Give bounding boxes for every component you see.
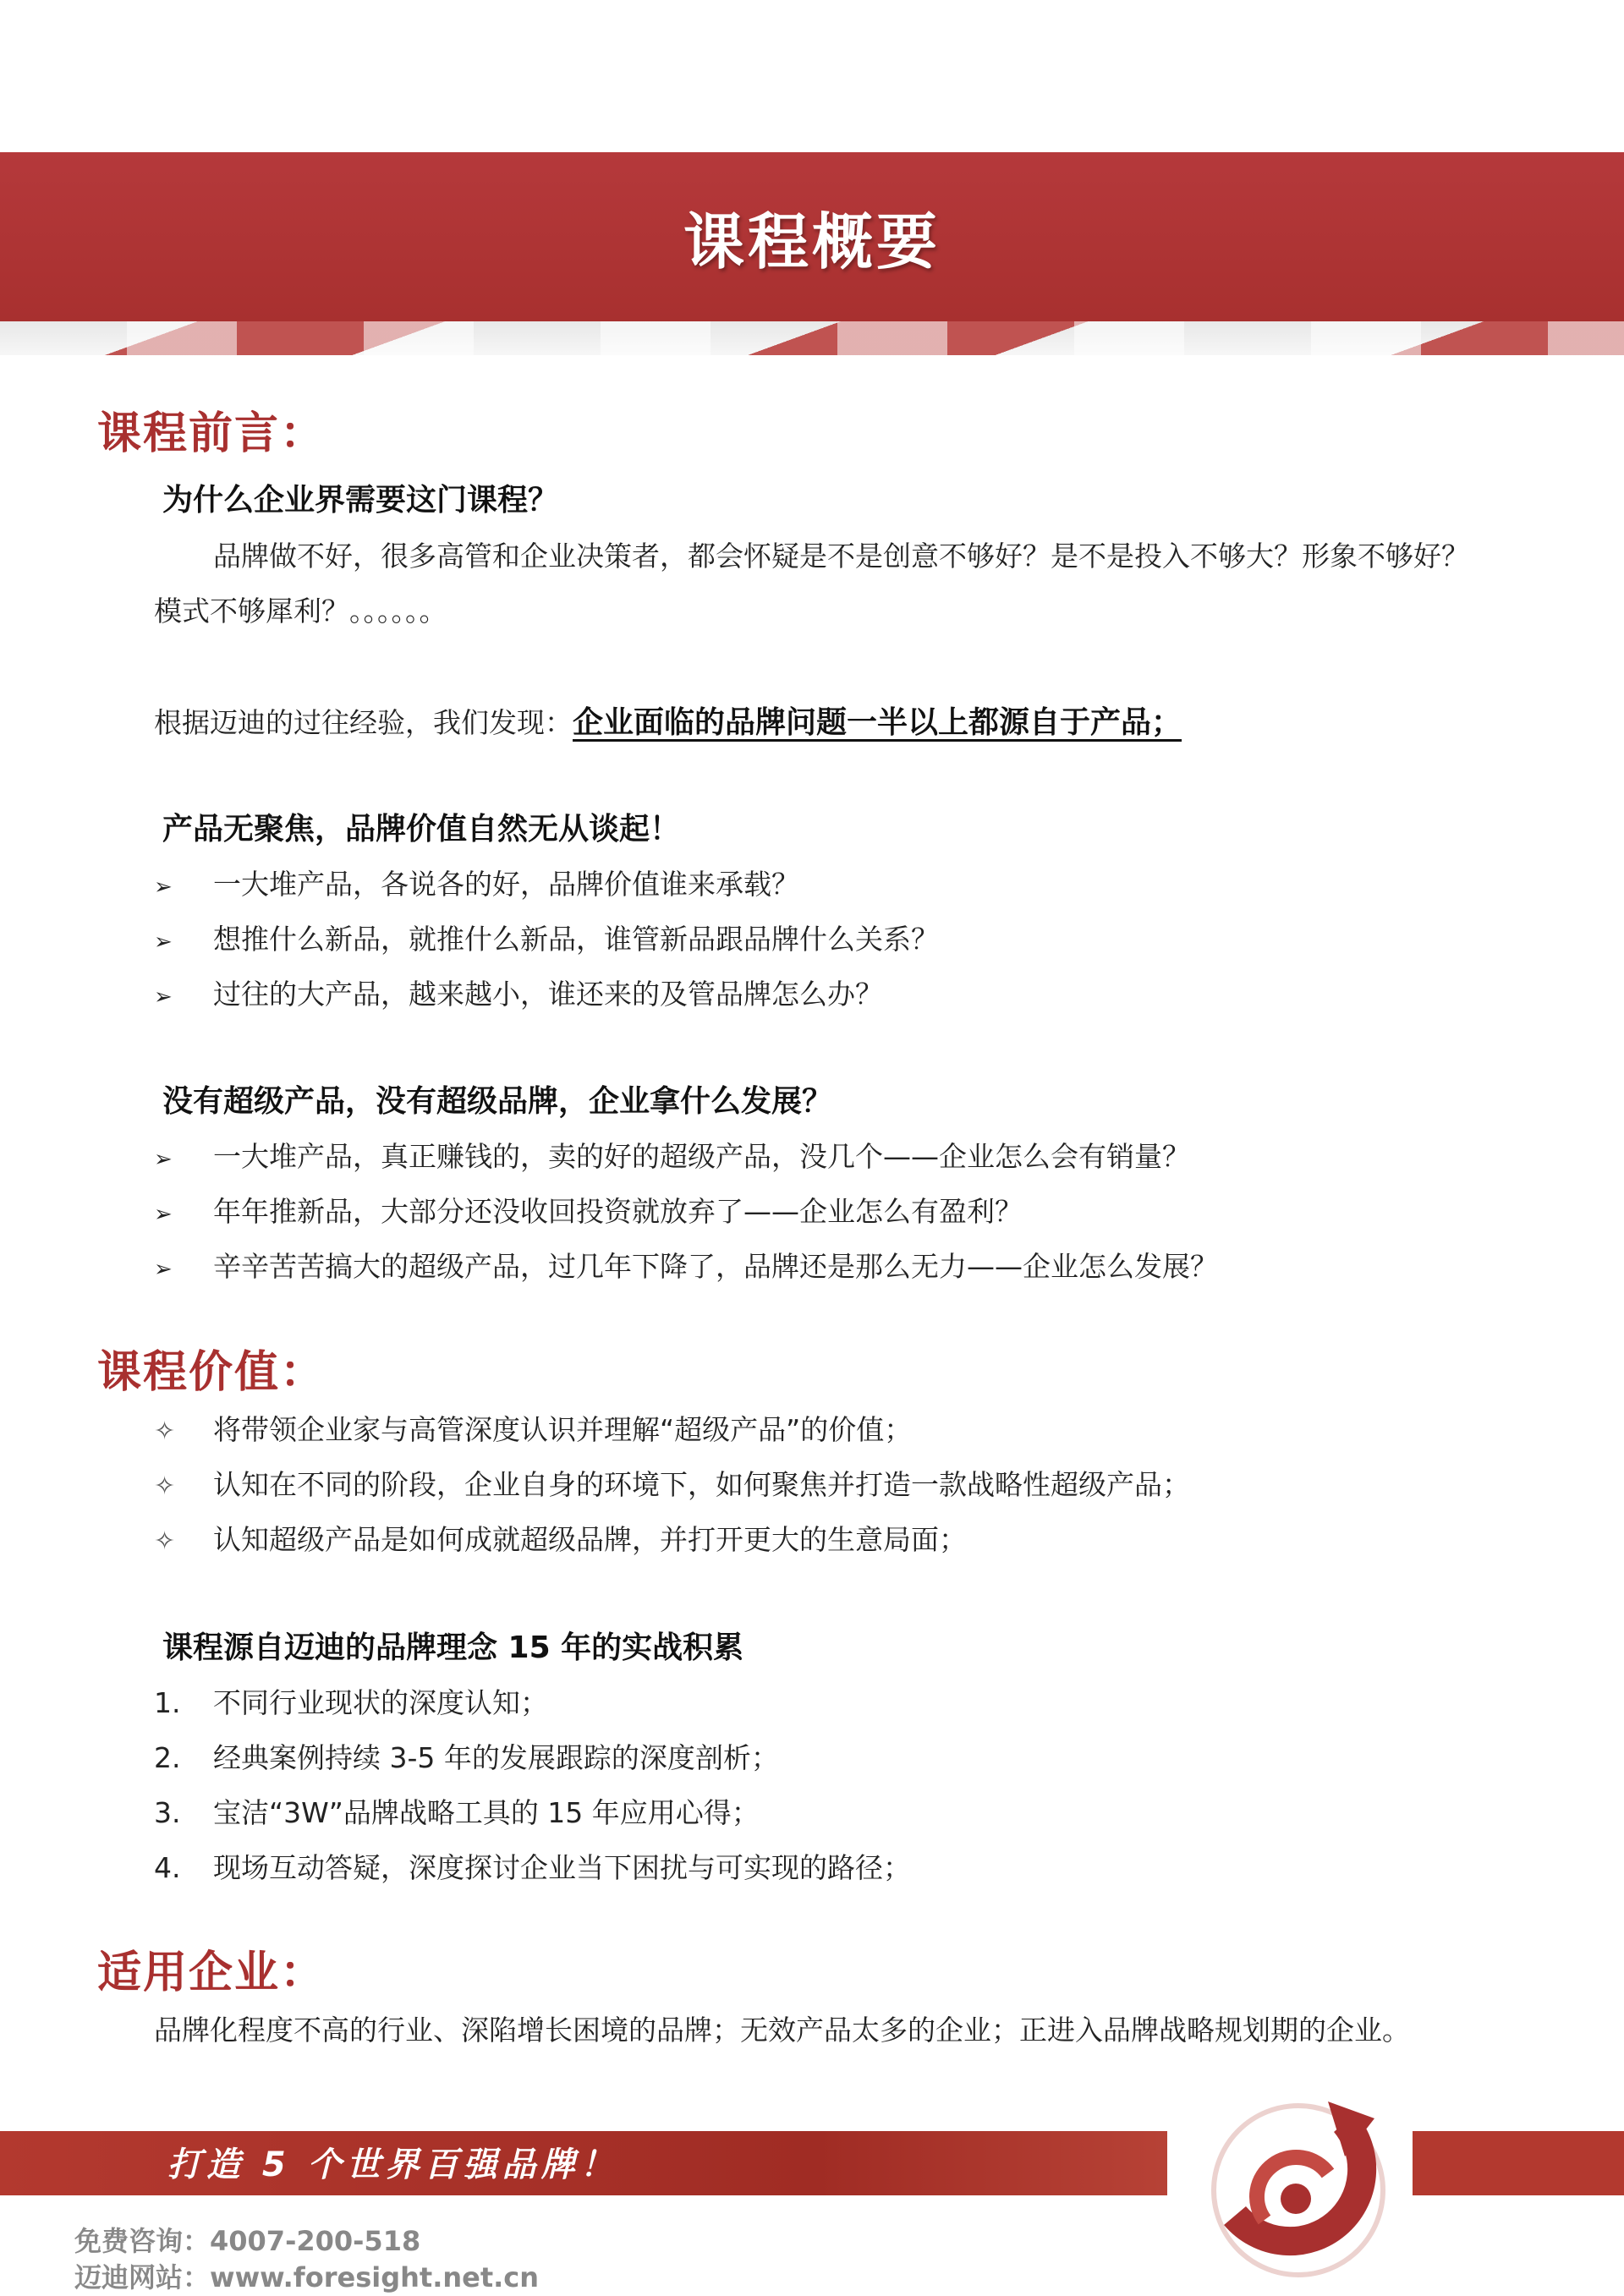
list-item: ➢ 辛辛苦苦搞大的超级产品，过几年下降了，品牌还是那么无力——企业怎么发展？: [154, 1250, 1218, 1283]
brand-logo-icon: [1201, 2072, 1396, 2283]
applicable-text: 品牌化程度不高的行业、深陷增长困境的品牌；无效产品太多的企业；正进入品牌战略规划期的企业。: [154, 2014, 1410, 2047]
group1-title: 产品无聚焦，品牌价值自然无从谈起！: [162, 812, 681, 847]
header-banner: [0, 152, 1624, 364]
diamond-bullet-icon: ✧: [154, 1471, 176, 1501]
footer-website[interactable]: 迈迪网站：www.foresight.net.cn: [74, 2261, 540, 2293]
numbered-item: 4. 现场互动答疑，深度探讨企业当下困扰与可实现的路径；: [154, 1851, 911, 1884]
numbered-item: 3. 宝洁“3W”品牌战略工具的 15 年应用心得；: [154, 1796, 760, 1829]
list-item: ✧ 认知超级产品是如何成就超级品牌，并打开更大的生意局面；: [154, 1523, 967, 1556]
list-item: ➢ 年年推新品，大部分还没收回投资就放弃了——企业怎么有盈利？: [154, 1195, 1023, 1228]
source-title: 课程源自迈迪的品牌理念 15 年的实战积累: [162, 1630, 744, 1665]
finding-line: [154, 699, 1182, 742]
arrow-bullet-icon: ➢: [154, 874, 173, 900]
numbered-item: 2. 经典案例持续 3-5 年的发展跟踪的深度剖析；: [154, 1741, 779, 1774]
diamond-bullet-icon: ✧: [154, 1417, 176, 1446]
page-title: 课程概要: [683, 206, 941, 277]
list-item: ✧ 认知在不同的阶段，企业自身的环境下，如何聚焦并打造一款战略性超级产品；: [154, 1468, 1190, 1501]
group2-title: 没有超级产品，没有超级品牌，企业拿什么发展？: [162, 1084, 833, 1119]
list-item: ➢ 一大堆产品，真正赚钱的，卖的好的超级产品，没几个——企业怎么会有销量？: [154, 1140, 1190, 1173]
arrow-bullet-icon: ➢: [154, 1147, 173, 1172]
numbered-item: 1. 不同行业现状的深度认知；: [154, 1686, 548, 1719]
preface-paragraph-line1: 品牌做不好，很多高管和企业决策者，都会怀疑是不是创意不够好？是不是投入不够大？形象不够好？: [213, 540, 1469, 573]
finding-prefix: 根据迈迪的过往经验，我们发现：: [154, 706, 573, 739]
footer-phone: 免费咨询：4007-200-518: [74, 2225, 421, 2257]
arrow-bullet-icon: ➢: [154, 984, 173, 1010]
footer-bar-right: [1413, 2131, 1624, 2195]
arrow-bullet-icon: ➢: [154, 1202, 173, 1227]
finding-highlight: 企业面临的品牌问题一半以上都源自于产品；: [573, 705, 1182, 740]
list-item: ➢ 想推什么新品，就推什么新品，谁管新品跟品牌什么关系？: [154, 923, 939, 956]
section-title-value: 课程价值：: [97, 1347, 326, 1398]
list-item: ➢ 过往的大产品，越来越小，谁还来的及管品牌怎么办？: [154, 978, 883, 1011]
section-title-preface: 课程前言：: [97, 408, 326, 459]
diamond-bullet-icon: ✧: [154, 1526, 176, 1556]
preface-paragraph-line2: 模式不够犀利？。。。。。。: [154, 595, 447, 627]
arrow-bullet-icon: ➢: [154, 1257, 173, 1282]
footer-slogan: 打造 5 个世界百强品牌！: [167, 2145, 619, 2184]
list-item: ✧ 将带领企业家与高管深度认识并理解“超级产品”的价值；: [154, 1413, 913, 1446]
preface-question: 为什么企业界需要这门课程？: [162, 483, 559, 518]
section-title-applicable: 适用企业：: [97, 1948, 326, 1998]
list-item: ➢ 一大堆产品，各说各的好，品牌价值谁来承载？: [154, 868, 799, 901]
arrow-bullet-icon: ➢: [154, 929, 173, 955]
